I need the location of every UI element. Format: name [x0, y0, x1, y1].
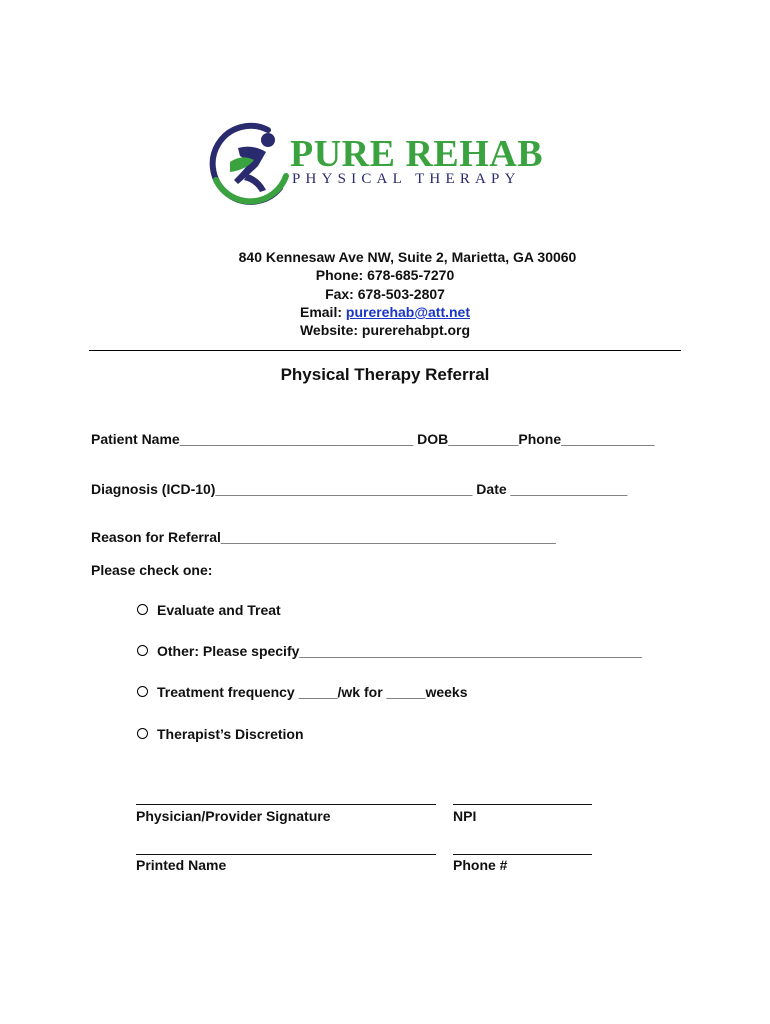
fax: Fax: 678-503-2807	[325, 285, 445, 302]
email-line	[0, 303, 770, 321]
website: Website: purerehabpt.org	[299, 322, 471, 339]
contact-block	[0, 248, 770, 339]
email-label: Email:	[299, 303, 346, 320]
option-label: Evaluate and Treat	[157, 602, 281, 618]
printed-name-label: Printed Name	[136, 857, 227, 873]
option-label: Treatment frequency _____/wk for _____weeks	[157, 684, 468, 700]
radio-circle-icon[interactable]	[137, 728, 148, 739]
email-link[interactable]: purerehab@att.net	[345, 303, 471, 320]
address: 840 Kennesaw Ave NW, Suite 2, Marietta, GA 30060	[238, 249, 577, 265]
option-treatment-frequency[interactable]	[137, 684, 468, 700]
diagnosis-line[interactable]: Diagnosis (ICD-10)_________________________________ Date _______________	[91, 481, 628, 497]
npi-line[interactable]	[453, 804, 592, 805]
phone-number-label: Phone #	[453, 857, 508, 873]
pure-rehab-logo	[208, 118, 568, 210]
signature-line[interactable]	[136, 804, 436, 805]
printed-name-line[interactable]	[136, 854, 436, 855]
option-label: Other: Please specify____________________________________________	[157, 643, 642, 659]
reason-line[interactable]: Reason for Referral___________________________________________	[91, 529, 556, 545]
option-evaluate-treat[interactable]	[137, 602, 281, 618]
header-divider	[89, 350, 681, 351]
runner-emblem-icon	[208, 118, 290, 210]
signature-label: Physician/Provider Signature	[136, 808, 331, 824]
npi-label: NPI	[453, 808, 477, 824]
check-prompt: Please check one:	[91, 562, 213, 578]
patient-info-line[interactable]: Patient Name______________________________ DOB_________Phone____________	[91, 431, 655, 447]
phone-number-line[interactable]	[453, 854, 592, 855]
logo-tagline: PHYSICAL THERAPY	[292, 171, 521, 187]
logo-name: PURE REHAB	[290, 133, 544, 175]
radio-circle-icon[interactable]	[137, 686, 148, 697]
option-other[interactable]	[137, 643, 642, 659]
radio-circle-icon[interactable]	[137, 604, 148, 615]
option-label: Therapist’s Discretion	[157, 726, 304, 742]
phone: Phone: 678-685-7270	[315, 267, 455, 284]
option-therapist-discretion[interactable]	[137, 726, 304, 742]
form-title: Physical Therapy Referral	[280, 365, 490, 384]
radio-circle-icon[interactable]	[137, 645, 148, 656]
